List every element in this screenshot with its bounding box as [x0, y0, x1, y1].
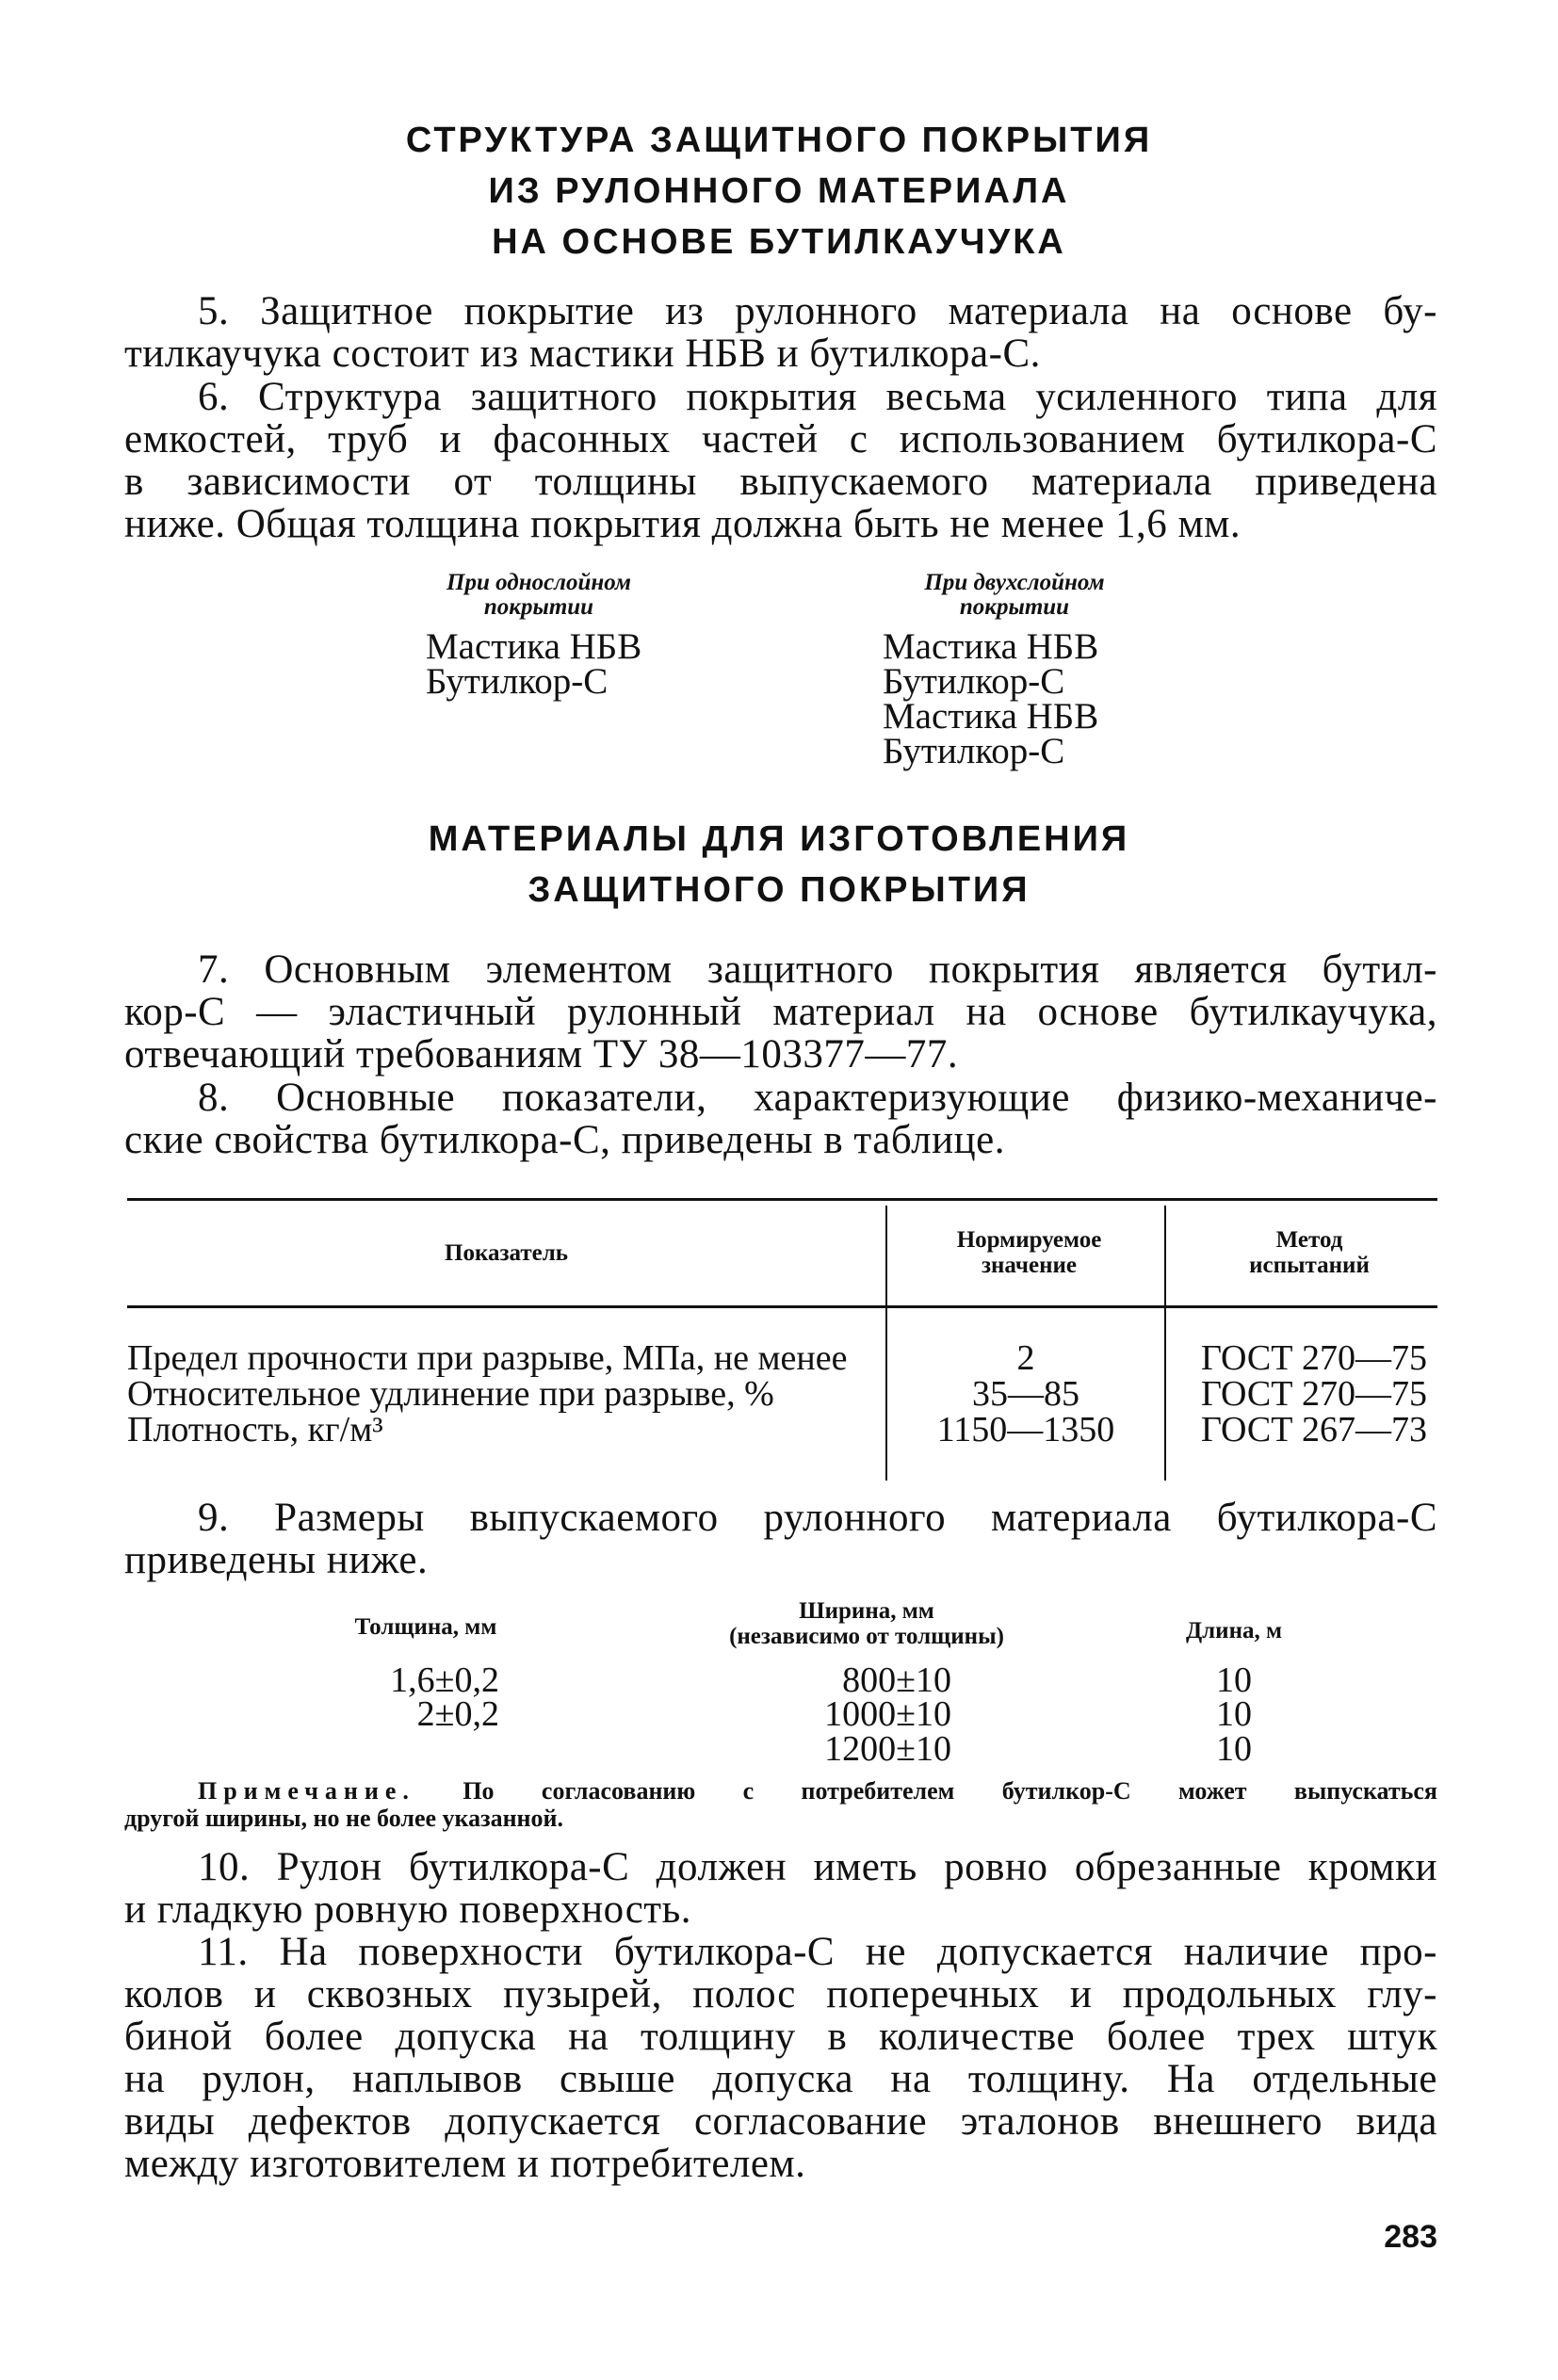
label-line: покрытии	[959, 594, 1070, 620]
text-line: емкостей, труб и фасонных частей с использованием бутилкора-С	[124, 417, 1437, 461]
width-value: 1000±10	[824, 1694, 951, 1734]
text-line: приведены ниже.	[124, 1538, 429, 1582]
text-line: тилкаучука состоит из мастики НБВ и бутилкора-С.	[124, 332, 1041, 376]
page-number: 283	[1384, 2219, 1437, 2255]
table-cell: ГОСТ 270—75	[1201, 1374, 1427, 1414]
layer-item: Мастика НБВ	[426, 626, 642, 667]
text-line: ские свойства бутилкора-С, приведены в таблице.	[124, 1118, 1005, 1162]
table-cell: 35—85	[972, 1374, 1079, 1414]
paragraph-9	[124, 1497, 1437, 1581]
heading-line: ИЗ РУЛОННОГО МАТЕРИАЛА	[488, 171, 1070, 211]
column-label	[883, 571, 1146, 620]
table-cell: Предел прочности при разрыве, МПа, не менее	[127, 1338, 848, 1378]
header-length: Длина, м	[1185, 1618, 1283, 1643]
header-test-method: Метод испытаний	[1249, 1227, 1370, 1278]
length-value: 10	[1216, 1729, 1252, 1769]
double-layer-structure	[883, 571, 1146, 769]
label-line: покрытии	[483, 594, 594, 620]
text-line: в зависимости от толщины выпускаемого материала приведена	[124, 460, 1437, 504]
heading-line: МАТЕРИАЛЫ ДЛЯ ИЗГОТОВЛЕНИЯ	[428, 819, 1130, 859]
length-value: 10	[1216, 1660, 1252, 1700]
thickness-value: 1,6±0,2	[390, 1660, 499, 1700]
paragraph-11	[124, 1931, 1437, 2185]
text-line: 9. Размеры выпускаемого рулонного материала бутилкора-С	[198, 1496, 1437, 1540]
thickness-value: 2±0,2	[416, 1694, 499, 1734]
header-thickness: Толщина, мм	[354, 1614, 497, 1640]
note-label: Примечание.	[198, 1777, 415, 1805]
table-cell: ГОСТ 270—75	[1201, 1338, 1427, 1378]
text-line: на рулон, наплывов свыше допуска на толщину. На отдельные	[124, 2057, 1437, 2101]
text-line: ниже. Общая толщина покрытия должна быть не менее 1,6 мм.	[124, 502, 1242, 546]
table-cell: Плотность, кг/м³	[127, 1410, 383, 1449]
table-cell: 2	[1016, 1338, 1035, 1378]
paragraph-7	[124, 948, 1437, 1076]
length-value: 10	[1216, 1694, 1252, 1734]
header-width: Ширина, мм	[799, 1598, 934, 1624]
text-line: 7. Основным элементом защитного покрытия является бутил-	[198, 947, 1437, 992]
layer-item: Бутилкор-С	[426, 661, 609, 702]
layer-item: Бутилкор-С	[883, 661, 1065, 702]
paragraph-8	[124, 1077, 1437, 1161]
paragraph-10	[124, 1846, 1437, 1931]
text-line: 11. На поверхности бутилкора-С не допускается наличие про-	[198, 1930, 1437, 1974]
text-line: 10. Рулон бутилкора-С должен иметь ровно обрезанные кромки	[198, 1845, 1437, 1889]
label-line: При двухслойном	[924, 570, 1105, 595]
text-line: и гладкую ровную поверхность.	[124, 1887, 691, 1932]
text-line: 6. Структура защитного покрытия весьма усиленного типа для	[198, 375, 1437, 419]
heading-line: СТРУКТУРА ЗАЩИТНОГО ПОКРЫТИЯ	[405, 121, 1153, 160]
layer-item: Мастика НБВ	[883, 696, 1099, 737]
text-line: кор-С — эластичный рулонный материал на основе бутилкаучука,	[124, 990, 1437, 1034]
layer-item: Бутилкор-С	[883, 731, 1065, 771]
note	[124, 1777, 1437, 1832]
single-layer-structure	[426, 570, 671, 702]
column-label	[407, 571, 671, 620]
heading-line: НА ОСНОВЕ БУТИЛКАУЧУКА	[492, 222, 1066, 262]
header-normalized-value: Нормируемое значение	[956, 1227, 1102, 1278]
section-heading-materials	[0, 814, 1558, 915]
text-line: между изготовителем и потребителем.	[124, 2142, 806, 2186]
label-line: При однослойном	[446, 570, 631, 595]
text-line: 8. Основные показатели, характеризующие физико-механиче-	[198, 1076, 1437, 1120]
table-cell: Относительное удлинение при разрыве, %	[127, 1374, 774, 1414]
heading-line: ЗАЩИТНОГО ПОКРЫТИЯ	[527, 870, 1031, 910]
text-line: виды дефектов допускается согласование эталонов внешнего вида	[124, 2099, 1437, 2144]
table-cell: 1150—1350	[936, 1410, 1115, 1449]
header-indicator: Показатель	[445, 1240, 568, 1266]
table-header-rule	[127, 1305, 1437, 1308]
note-line	[124, 1777, 1437, 1805]
layer-item: Мастика НБВ	[883, 626, 1099, 667]
note-text: По согласованию с потребителем бутилкор-С может выпускаться	[463, 1777, 1438, 1805]
header-width-note: (независимо от толщины)	[729, 1624, 1004, 1649]
table-cell: ГОСТ 267—73	[1201, 1410, 1427, 1449]
paragraph-6	[124, 376, 1437, 545]
text-line: колов и сквозных пузырей, полос поперечных и продольных глу-	[124, 1972, 1437, 2016]
text-line: отвечающий требованиям ТУ 38—103377—77.	[124, 1032, 959, 1077]
width-value: 1200±10	[824, 1729, 951, 1769]
text-line: биной более допуска на толщину в количестве более трех штук	[124, 2015, 1437, 2059]
paragraph-5	[124, 290, 1437, 375]
section-heading-structure	[0, 115, 1558, 267]
note-line: другой ширины, но не более указанной.	[124, 1805, 564, 1832]
width-value: 800±10	[842, 1660, 951, 1700]
text-line: 5. Защитное покрытие из рулонного материала на основе бу-	[198, 289, 1437, 333]
table-top-rule	[127, 1198, 1437, 1201]
